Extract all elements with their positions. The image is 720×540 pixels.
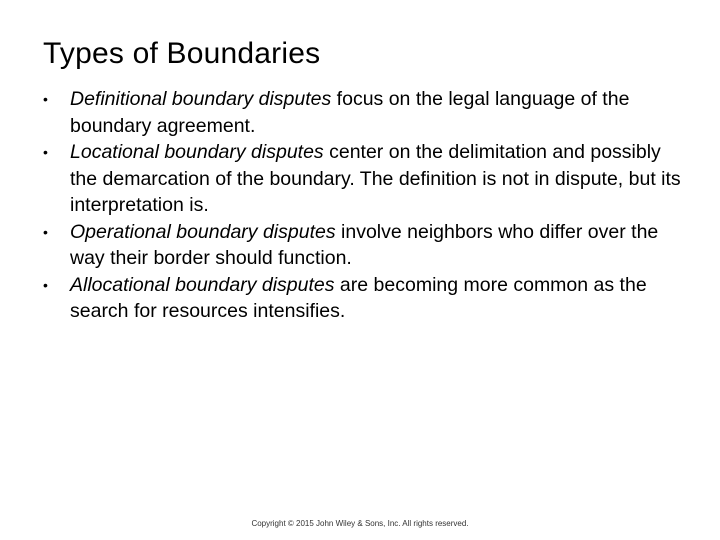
bullet-term: Locational boundary disputes [70,141,324,163]
bullet-text: involve neighbors who differ over the way their border should function. [70,220,659,269]
bullet-term: Allocational boundary disputes [70,273,335,296]
copyright-footer: Copyright © 2015 John Wiley & Sons, Inc. All rights reserved. [251,519,469,528]
bullet-item-definitional [43,86,683,139]
bullet-item-locational [43,139,683,219]
bullet-term: Operational boundary disputes [70,220,336,243]
bullet-item-operational [43,219,683,272]
bullet-marker: • [43,223,48,240]
bullet-text: center on the delimitation and possibly the demarcation of the boundary. The definition is not in dispute, but its interpretation is. [70,141,681,216]
slide-title: Types of Boundaries [43,37,321,70]
bullet-text: are becoming more common as the search for resources intensifies. [70,273,647,322]
bullet-list [43,86,683,325]
bullet-marker: • [43,144,48,160]
bullet-text: focus on the legal language of the boundary agreement. [70,88,630,137]
bullet-item-allocational [43,272,683,325]
bullet-term: Definitional boundary disputes [70,88,332,110]
bullet-marker: • [43,91,48,107]
bullet-marker: • [43,276,48,293]
